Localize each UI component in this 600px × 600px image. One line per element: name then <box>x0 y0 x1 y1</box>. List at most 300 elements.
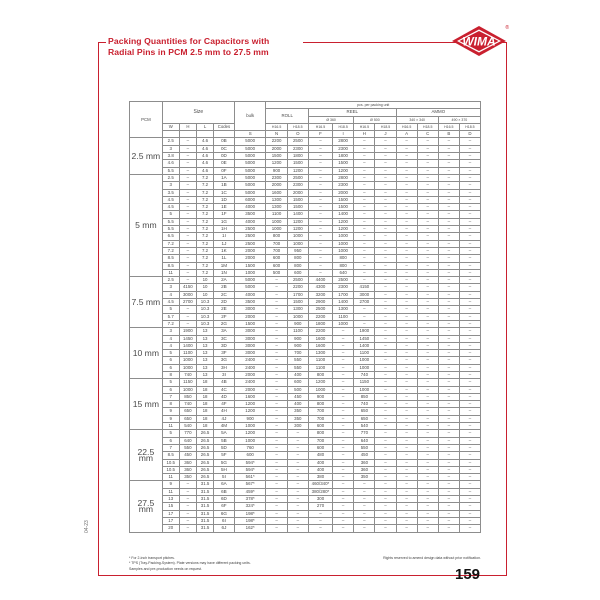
cell-width: 3.8 <box>162 153 179 160</box>
cell-n: – <box>266 481 287 488</box>
cell-bulk: 5000 <box>234 284 266 291</box>
cell-j: – <box>375 284 396 291</box>
cell-a: – <box>396 430 417 437</box>
cell-c: – <box>417 350 438 357</box>
cell-h: 4150 <box>354 284 375 291</box>
cell-height: – <box>179 496 196 503</box>
cell-a: – <box>396 437 417 444</box>
cell-code: 3H <box>214 364 235 371</box>
cell-n: – <box>266 291 287 298</box>
cell-a: – <box>396 320 417 327</box>
table-row <box>130 204 481 211</box>
cell-code: 1B <box>214 182 235 189</box>
table-row <box>130 408 481 415</box>
cell-code: 1F <box>214 211 235 218</box>
cell-height: – <box>179 196 196 203</box>
svg-text:WIMA: WIMA <box>462 34 496 49</box>
cell-f: 1200 <box>308 379 332 386</box>
cell-b: – <box>438 525 459 532</box>
cell-bulk: 324* <box>234 503 266 510</box>
cell-bulk: 162* <box>234 525 266 532</box>
cell-f: 2200 <box>308 313 332 320</box>
cell-f: 700 <box>308 437 332 444</box>
cell-o: 2300 <box>287 182 308 189</box>
cell-h: 770 <box>354 430 375 437</box>
cell-h: 360 <box>354 466 375 473</box>
cell-i: – <box>332 525 353 532</box>
frame-line-top-left <box>98 42 106 43</box>
cell-h: – <box>354 233 375 240</box>
cell-o: 1200 <box>287 167 308 174</box>
cell-d: – <box>459 444 480 451</box>
cell-j: – <box>375 423 396 430</box>
cell-j: – <box>375 247 396 254</box>
cell-h: 1400 <box>354 342 375 349</box>
cell-code: 0E <box>214 160 235 167</box>
cell-height: – <box>179 204 196 211</box>
header-roll-h185: H18.5 <box>287 123 308 130</box>
cell-n: 500 <box>266 269 287 276</box>
cell-length: 7.2 <box>197 174 214 181</box>
cell-o: 1800 <box>287 153 308 160</box>
header-h: H <box>179 123 196 130</box>
cell-height: 450 <box>179 452 196 459</box>
cell-code: 5D <box>214 444 235 451</box>
cell-c: – <box>417 218 438 225</box>
cell-length: 7.2 <box>197 233 214 240</box>
cell-b: – <box>438 226 459 233</box>
cell-h: – <box>354 247 375 254</box>
table-row <box>130 269 481 276</box>
cell-c: – <box>417 320 438 327</box>
table-row <box>130 313 481 320</box>
pcm-group-label: 27.5 mm <box>130 481 163 532</box>
cell-bulk: 760 <box>234 444 266 451</box>
cell-n: 800 <box>266 233 287 240</box>
cell-code: 3F <box>214 350 235 357</box>
table-header <box>130 102 481 138</box>
cell-j: – <box>375 525 396 532</box>
cell-h: – <box>354 320 375 327</box>
cell-d: – <box>459 437 480 444</box>
cell-n: – <box>266 393 287 400</box>
cell-c: – <box>417 167 438 174</box>
cell-height: 1000 <box>179 357 196 364</box>
cell-d: – <box>459 386 480 393</box>
cell-c: – <box>417 466 438 473</box>
cell-width: 11 <box>162 423 179 430</box>
cell-h: – <box>354 240 375 247</box>
cell-f: 800 <box>308 430 332 437</box>
cell-i: – <box>332 364 353 371</box>
cell-n: – <box>266 350 287 357</box>
cell-height: – <box>179 269 196 276</box>
cell-width: 11 <box>162 488 179 495</box>
cell-a: – <box>396 284 417 291</box>
cell-bulk: 4000 <box>234 218 266 225</box>
cell-j: – <box>375 255 396 262</box>
pcm-group-label: 10 mm <box>130 328 163 379</box>
cell-b: – <box>438 335 459 342</box>
cell-bulk: 594* <box>234 466 266 473</box>
cell-n: 700 <box>266 240 287 247</box>
cell-code: 1K <box>214 247 235 254</box>
cell-h: 1100 <box>354 350 375 357</box>
registered-trademark-icon: ® <box>505 25 509 31</box>
cell-a: – <box>396 357 417 364</box>
cell-length: 7.2 <box>197 189 214 196</box>
cell-b: – <box>438 196 459 203</box>
header-reel: REEL <box>308 109 396 116</box>
cell-f: 300 <box>308 496 332 503</box>
cell-bulk: 561* <box>234 474 266 481</box>
cell-width: 9 <box>162 408 179 415</box>
cell-d: – <box>459 153 480 160</box>
cell-a: – <box>396 160 417 167</box>
cell-h: 1000 <box>354 386 375 393</box>
cell-a: – <box>396 452 417 459</box>
cell-length: 26.5 <box>197 474 214 481</box>
cell-o: 1000 <box>287 240 308 247</box>
cell-b: – <box>438 299 459 306</box>
cell-bulk: 2400 <box>234 364 266 371</box>
cell-bulk: 2400 <box>234 357 266 364</box>
cell-code: 1C <box>214 189 235 196</box>
cell-bulk: 1200 <box>234 401 266 408</box>
cell-o: – <box>287 503 308 510</box>
cell-i: – <box>332 466 353 473</box>
cell-n: 600 <box>266 262 287 269</box>
cell-length: 4.6 <box>197 138 214 145</box>
cell-length: 26.5 <box>197 466 214 473</box>
cell-height: 350 <box>179 474 196 481</box>
cell-code: 1I <box>214 233 235 240</box>
cell-j: – <box>375 306 396 313</box>
cell-length: 10 <box>197 291 214 298</box>
cell-b: – <box>438 386 459 393</box>
cell-height: – <box>179 255 196 262</box>
cell-d: – <box>459 174 480 181</box>
cell-c: – <box>417 510 438 517</box>
cell-c: – <box>417 503 438 510</box>
cell-length: 13 <box>197 357 214 364</box>
cell-length: 7.2 <box>197 182 214 189</box>
cell-code: 4H <box>214 408 235 415</box>
cell-bulk: 5000 <box>234 160 266 167</box>
cell-j: – <box>375 233 396 240</box>
cell-i: – <box>332 496 353 503</box>
cell-n: 1600 <box>266 189 287 196</box>
cell-b: – <box>438 342 459 349</box>
table-row <box>130 211 481 218</box>
cell-d: – <box>459 226 480 233</box>
cell-c: – <box>417 240 438 247</box>
cell-f: 800 <box>308 401 332 408</box>
cell-code: 2E <box>214 306 235 313</box>
cell-n: – <box>266 423 287 430</box>
cell-o: 2300 <box>287 145 308 152</box>
table-row <box>130 423 481 430</box>
cell-width: 5 <box>162 306 179 313</box>
header-row-top <box>130 102 481 109</box>
cell-c: – <box>417 284 438 291</box>
cell-j: – <box>375 262 396 269</box>
cell-d: – <box>459 357 480 364</box>
cell-a: – <box>396 364 417 371</box>
cell-b: – <box>438 189 459 196</box>
cell-b: – <box>438 255 459 262</box>
cell-o: 2500 <box>287 277 308 284</box>
cell-height: 1000 <box>179 364 196 371</box>
cell-d: – <box>459 211 480 218</box>
cell-c: – <box>417 328 438 335</box>
header-letter-h: H <box>354 131 375 138</box>
cell-h: – <box>354 313 375 320</box>
cell-width: 3 <box>162 328 179 335</box>
cell-width: 7.2 <box>162 247 179 254</box>
cell-bulk: 2500 <box>234 226 266 233</box>
cell-o: 300 <box>287 423 308 430</box>
cell-length: 18 <box>197 423 214 430</box>
cell-d: – <box>459 393 480 400</box>
cell-width: 9 <box>162 415 179 422</box>
cell-b: – <box>438 364 459 371</box>
cell-bulk: 3500 <box>234 211 266 218</box>
cell-h: 1000 <box>354 364 375 371</box>
cell-o: 1200 <box>287 226 308 233</box>
table-row <box>130 386 481 393</box>
cell-d: – <box>459 401 480 408</box>
cell-a: – <box>396 277 417 284</box>
cell-length: 18 <box>197 386 214 393</box>
table-row <box>130 182 481 189</box>
cell-width: 13 <box>162 496 179 503</box>
cell-b: – <box>438 284 459 291</box>
cell-c: – <box>417 211 438 218</box>
table-row <box>130 342 481 349</box>
cell-bulk: 2000 <box>234 255 266 262</box>
table-row <box>130 328 481 335</box>
cell-b: – <box>438 262 459 269</box>
cell-o: 400 <box>287 371 308 378</box>
cell-n: – <box>266 466 287 473</box>
cell-j: – <box>375 218 396 225</box>
cell-f: – <box>308 517 332 524</box>
cell-a: – <box>396 233 417 240</box>
table-row <box>130 335 481 342</box>
cell-o: – <box>287 466 308 473</box>
cell-a: – <box>396 503 417 510</box>
cell-code: 4D <box>214 393 235 400</box>
cell-length: 13 <box>197 350 214 357</box>
cell-code: 2C <box>214 291 235 298</box>
cell-width: 4 <box>162 342 179 349</box>
cell-d: – <box>459 233 480 240</box>
cell-j: – <box>375 459 396 466</box>
cell-d: – <box>459 342 480 349</box>
cell-f: 270 <box>308 503 332 510</box>
cell-bulk: 2000 <box>234 313 266 320</box>
cell-n: – <box>266 306 287 313</box>
cell-height: – <box>179 211 196 218</box>
cell-i: 2300 <box>332 145 353 152</box>
table-row <box>130 517 481 524</box>
cell-length: 18 <box>197 408 214 415</box>
cell-height: – <box>179 153 196 160</box>
cell-b: – <box>438 313 459 320</box>
header-ammo-490x370: 490 × 370 <box>438 116 480 123</box>
cell-h: – <box>354 503 375 510</box>
cell-code: 1D <box>214 196 235 203</box>
cell-width: 4 <box>162 335 179 342</box>
cell-d: – <box>459 430 480 437</box>
header-letter-n: N <box>266 131 287 138</box>
cell-bulk: 567* <box>234 481 266 488</box>
cell-j: – <box>375 269 396 276</box>
cell-a: – <box>396 481 417 488</box>
table-row <box>130 167 481 174</box>
cell-bulk: 1000 <box>234 423 266 430</box>
side-edition-code: 04-23 <box>84 520 90 533</box>
footnote-2: * TPS (Tray-Packing-System). Plate versions may have different packing units. <box>129 561 251 566</box>
cell-j: – <box>375 444 396 451</box>
cell-c: – <box>417 481 438 488</box>
cell-o: – <box>287 496 308 503</box>
cell-c: – <box>417 488 438 495</box>
cell-c: – <box>417 269 438 276</box>
cell-o: 900 <box>287 342 308 349</box>
cell-o: 1200 <box>287 218 308 225</box>
table-row <box>130 503 481 510</box>
cell-width: 5 <box>162 211 179 218</box>
cell-b: – <box>438 240 459 247</box>
cell-h: – <box>354 204 375 211</box>
cell-height: 360 <box>179 459 196 466</box>
cell-d: – <box>459 335 480 342</box>
cell-code: 6I <box>214 517 235 524</box>
cell-o: 2200 <box>287 284 308 291</box>
cell-width: 4 <box>162 291 179 298</box>
header-reel360-h165: H16.5 <box>308 123 332 130</box>
cell-bulk: 6000 <box>234 196 266 203</box>
cell-length: 7.2 <box>197 240 214 247</box>
cell-height: 3000 <box>179 291 196 298</box>
frame-line-bottom <box>98 575 507 576</box>
cell-d: – <box>459 452 480 459</box>
cell-width: 4.5 <box>162 196 179 203</box>
cell-b: – <box>438 466 459 473</box>
cell-h: – <box>354 174 375 181</box>
cell-n: – <box>266 525 287 532</box>
table-row <box>130 488 481 495</box>
cell-j: – <box>375 437 396 444</box>
cell-h: – <box>354 226 375 233</box>
cell-n: – <box>266 328 287 335</box>
cell-o: 2000 <box>287 189 308 196</box>
cell-j: – <box>375 204 396 211</box>
cell-a: – <box>396 415 417 422</box>
header-ammo490-h185: H18.5 <box>459 123 480 130</box>
cell-d: – <box>459 408 480 415</box>
cell-bulk: 1500 <box>234 320 266 327</box>
cell-j: – <box>375 452 396 459</box>
cell-d: – <box>459 371 480 378</box>
cell-a: – <box>396 525 417 532</box>
cell-f: 2500 <box>308 306 332 313</box>
cell-width: 8.5 <box>162 452 179 459</box>
cell-j: – <box>375 466 396 473</box>
cell-b: – <box>438 182 459 189</box>
cell-f: 400 <box>308 459 332 466</box>
table-row <box>130 255 481 262</box>
cell-o: – <box>287 459 308 466</box>
cell-i: – <box>332 415 353 422</box>
cell-d: – <box>459 196 480 203</box>
cell-j: – <box>375 408 396 415</box>
cell-bulk: 1000 <box>234 269 266 276</box>
cell-b: – <box>438 423 459 430</box>
cell-a: – <box>396 269 417 276</box>
cell-code: 4C <box>214 386 235 393</box>
cell-length: 31.5 <box>197 510 214 517</box>
cell-f: 400 <box>308 466 332 473</box>
cell-o: 1500 <box>287 299 308 306</box>
cell-i: 1700 <box>332 291 353 298</box>
cell-code: 5G <box>214 459 235 466</box>
header-bulk: bulk <box>234 102 266 131</box>
cell-i: – <box>332 408 353 415</box>
header-letter-w-blank <box>162 131 179 138</box>
cell-i: 1300 <box>332 306 353 313</box>
cell-f: 1100 <box>308 364 332 371</box>
cell-height: 740 <box>179 371 196 378</box>
cell-width: 6 <box>162 364 179 371</box>
cell-h: 650 <box>354 415 375 422</box>
cell-c: – <box>417 371 438 378</box>
cell-width: 5.7 <box>162 313 179 320</box>
cell-o: 2500 <box>287 138 308 145</box>
cell-width: 8.5 <box>162 255 179 262</box>
cell-code: 6A <box>214 481 235 488</box>
cell-length: 7.2 <box>197 196 214 203</box>
cell-n: – <box>266 401 287 408</box>
cell-n: 2000 <box>266 182 287 189</box>
cell-d: – <box>459 138 480 145</box>
cell-length: 26.5 <box>197 437 214 444</box>
cell-width: 9 <box>162 481 179 488</box>
cell-i: 1000 <box>332 320 353 327</box>
footnote-1: * For 2-inch transport pitches. <box>129 556 175 560</box>
cell-j: – <box>375 167 396 174</box>
cell-i: 1400 <box>332 299 353 306</box>
cell-i: – <box>332 481 353 488</box>
cell-i: – <box>332 444 353 451</box>
cell-j: – <box>375 153 396 160</box>
cell-width: 20 <box>162 525 179 532</box>
cell-a: – <box>396 262 417 269</box>
cell-n: – <box>266 510 287 517</box>
cell-a: – <box>396 510 417 517</box>
table-row <box>130 357 481 364</box>
cell-d: – <box>459 306 480 313</box>
header-letter-j: J <box>375 131 396 138</box>
cell-d: – <box>459 182 480 189</box>
header-roll: ROLL <box>266 109 309 124</box>
cell-bulk: 5000 <box>234 138 266 145</box>
cell-a: – <box>396 444 417 451</box>
table-row <box>130 306 481 313</box>
header-letter-h-blank <box>179 131 196 138</box>
